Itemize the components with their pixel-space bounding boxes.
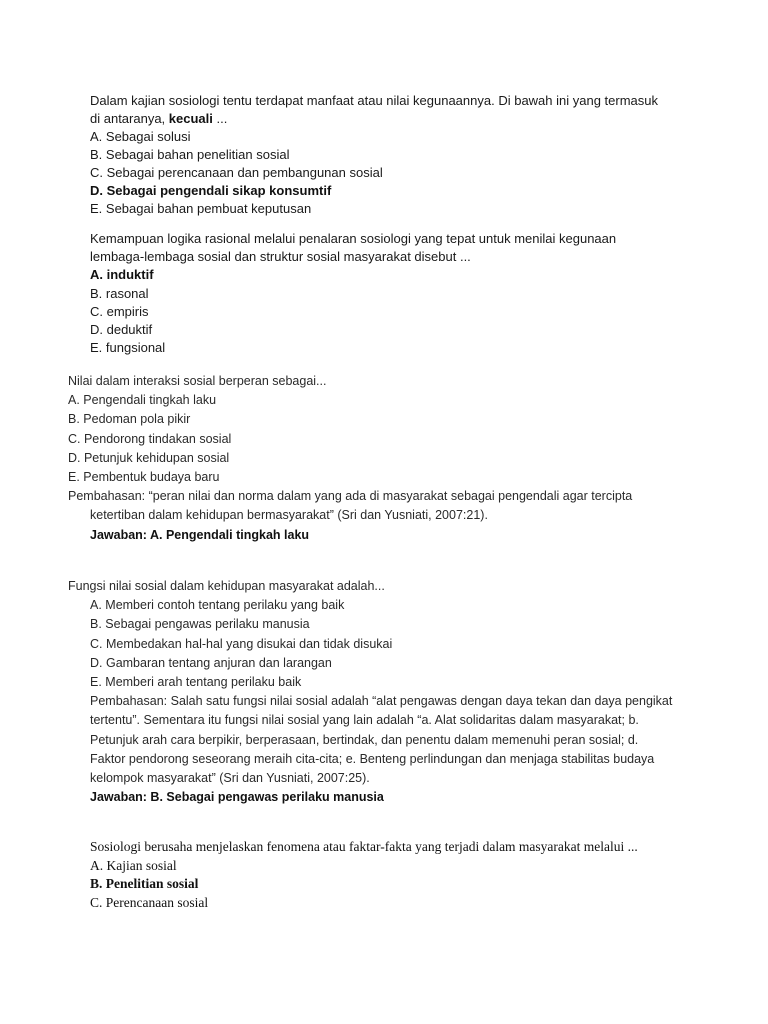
question-2-text-line2: lembaga-lembaga sosial dan struktur sosial masyarakat disebut ... <box>90 249 471 265</box>
question-5-option-a: A. Kajian sosial <box>90 857 177 873</box>
question-1-suffix: ... <box>212 111 228 126</box>
question-2-option-a-correct: A. induktif <box>90 267 154 283</box>
question-4-option-e: E. Memberi arah tentang perilaku baik <box>90 675 302 690</box>
question-1-option-e: E. Sebagai bahan pembuat keputusan <box>90 201 312 216</box>
question-4-option-d: D. Gambaran tentang anjuran dan larangan <box>90 655 332 670</box>
question-4-option-c: C. Membedakan hal-hal yang disukai dan tidak disukai <box>90 636 393 651</box>
question-3-option-d: D. Petunjuk kehidupan sosial <box>68 450 230 465</box>
question-2-text-line1: Kemampuan logika rasional melalui penalaran sosiologi yang tepat untuk menilai kegunaan <box>90 231 617 246</box>
question-5-option-b-correct: B. Penelitian sosial <box>90 876 199 891</box>
question-4 <box>68 577 728 807</box>
question-3-option-b: B. Pedoman pola pikir <box>68 412 191 427</box>
question-5 <box>90 838 710 912</box>
question-4-option-b: B. Sebagai pengawas perilaku manusia <box>90 617 310 632</box>
question-5-option-c: C. Perencanaan sosial <box>90 894 209 910</box>
question-1-emphasis: kecuali <box>168 111 213 126</box>
question-3-option-a: A. Pengendali tingkah laku <box>68 393 217 408</box>
question-2-option-e: E. fungsional <box>90 340 166 356</box>
question-2-option-c: C. empiris <box>90 303 149 319</box>
question-3-explanation-line1: Pembahasan: “peran nilai dan norma dalam yang ada di masyarakat sebagai pengendali agar tercipta <box>68 489 633 504</box>
question-5-text: Sosiologi berusaha menjelaskan fenomena atau faktar-fakta yang terjadi dalam masyarakat melalui ... <box>90 839 638 854</box>
question-1-option-c: C. Sebagai perencanaan dan pembangunan sosial <box>90 165 383 180</box>
question-1-prefix: di antaranya, <box>90 111 169 126</box>
question-4-explanation-line5: kelompok masyarakat” (Sri dan Yusniati, 2007:25). <box>90 771 370 786</box>
question-1-option-d-correct: D. Sebagai pengendali sikap konsumtif <box>90 183 332 198</box>
question-2-option-b: B. rasonal <box>90 285 149 301</box>
question-4-text: Fungsi nilai sosial dalam kehidupan masyarakat adalah... <box>68 579 385 593</box>
question-3-answer: Jawaban: A. Pengendali tingkah laku <box>90 527 310 542</box>
question-4-answer: Jawaban: B. Sebagai pengawas perilaku manusia <box>90 790 384 805</box>
question-2 <box>90 230 710 357</box>
question-4-explanation-line1: Pembahasan: Salah satu fungsi nilai sosial adalah “alat pengawas dengan daya tekan dan daya pengikat <box>90 694 673 709</box>
question-3-explanation-line2: ketertiban dalam kehidupan bermasyarakat” (Sri dan Yusniati, 2007:21). <box>90 508 488 523</box>
question-1-text-line2 <box>90 110 710 128</box>
question-4-explanation-line3: Petunjuk arah cara berpikir, berperasaan, bertindak, dan penentu dalam memenuhi peran sosial; d. <box>90 732 639 747</box>
question-4-explanation-line4: Faktor pendorong seseorang meraih cita-cita; e. Benteng perlindungan dan menjaga stabilitas budaya <box>90 751 655 766</box>
question-3 <box>68 372 708 545</box>
question-1-text-line1: Dalam kajian sosiologi tentu terdapat manfaat atau nilai kegunaannya. Di bawah ini yang termasuk <box>90 93 659 108</box>
question-3-text: Nilai dalam interaksi sosial berperan sebagai... <box>68 374 327 388</box>
question-1-option-a: A. Sebagai solusi <box>90 129 191 144</box>
question-1 <box>90 92 710 218</box>
question-4-option-a: A. Memberi contoh tentang perilaku yang baik <box>90 598 345 613</box>
question-3-option-e: E. Pembentuk budaya baru <box>68 470 220 485</box>
question-2-option-d: D. deduktif <box>90 322 153 338</box>
question-3-option-c: C. Pendorong tindakan sosial <box>68 431 232 446</box>
question-1-option-b: B. Sebagai bahan penelitian sosial <box>90 147 290 162</box>
question-4-explanation-line2: tertentu”. Sementara itu fungsi nilai sosial yang lain adalah “a. Alat solidaritas dalam masyarakat; b. <box>90 713 639 728</box>
